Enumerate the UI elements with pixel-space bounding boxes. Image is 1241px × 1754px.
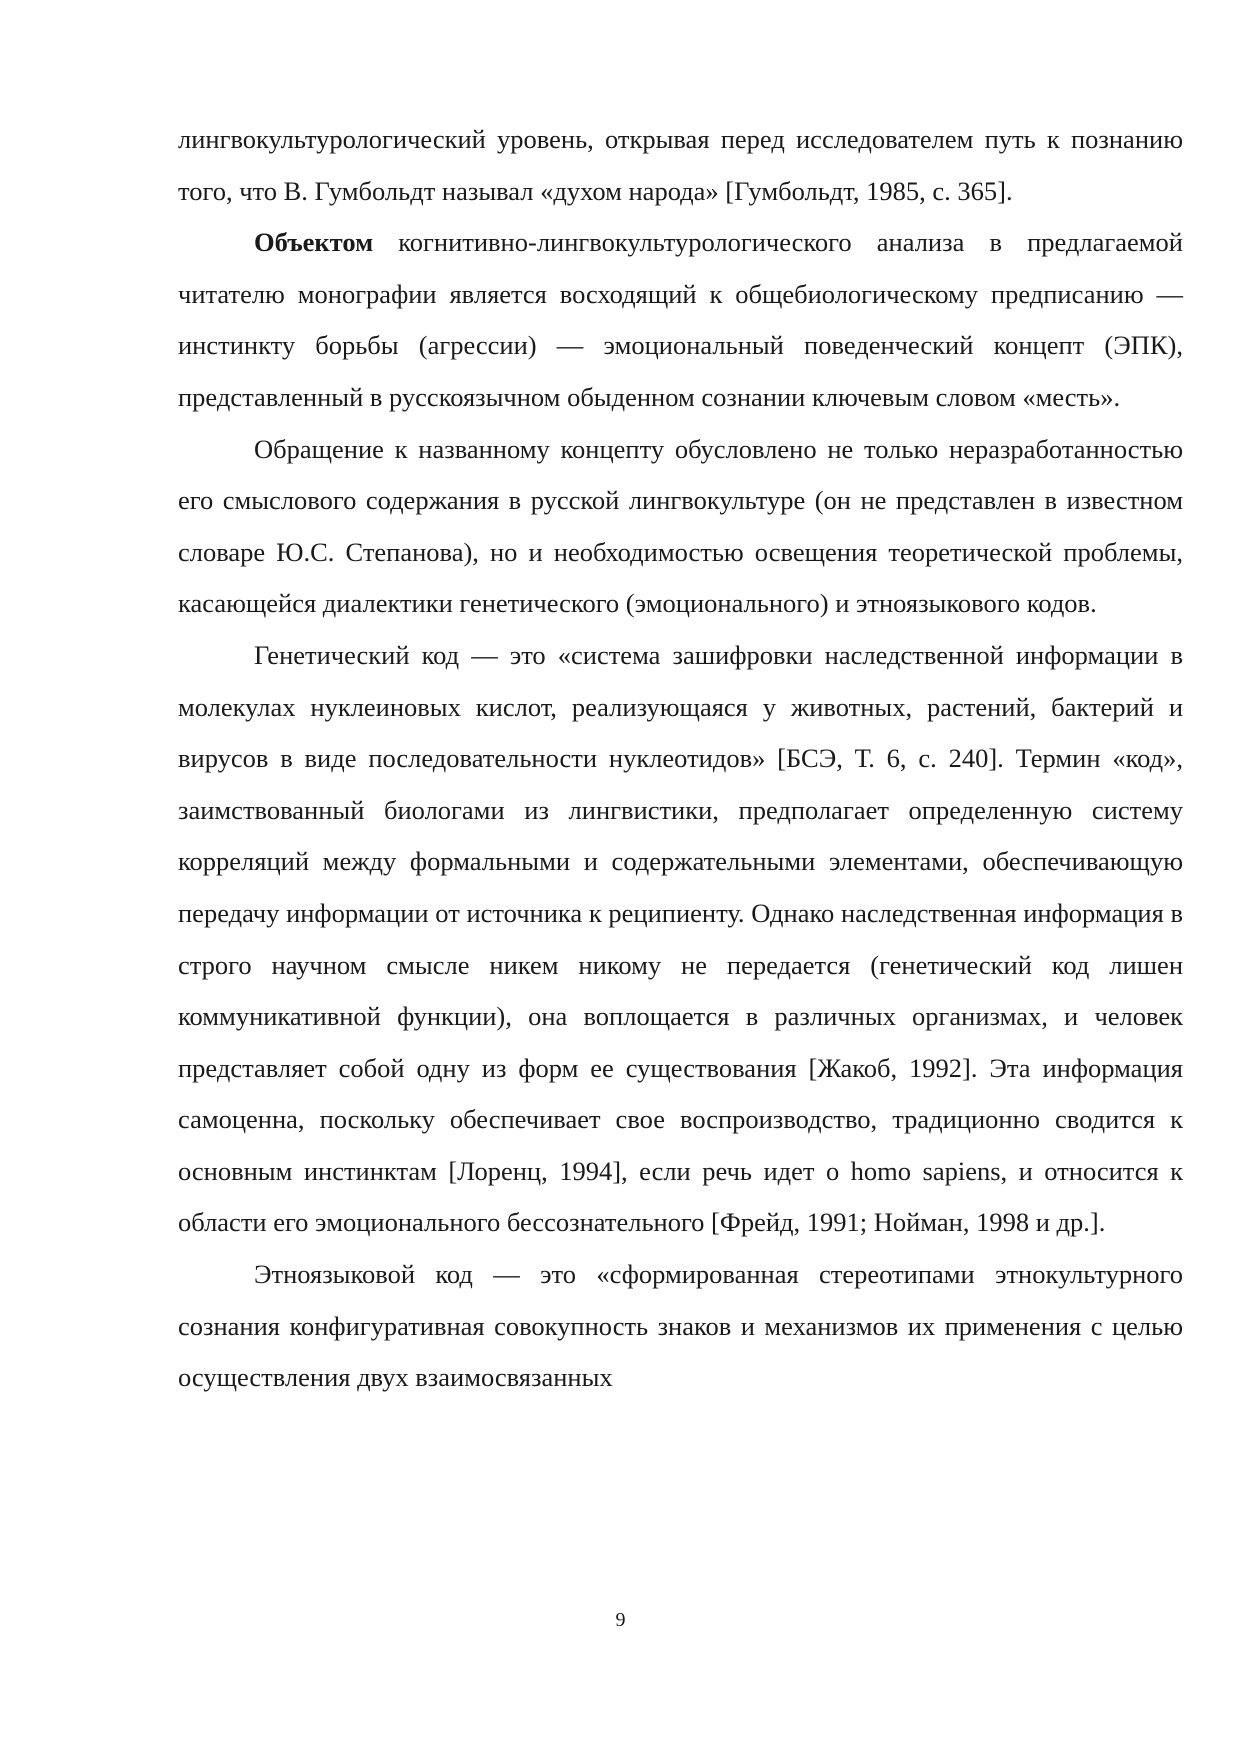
paragraph-1: лингвокультурологический уровень, открывая перед исследователем путь к познанию того, что В. Гумбольдт называл «духом народа» [Гумбольдт, 1985, с. 365]. (178, 124, 1183, 206)
paragraph-5: Этноязыковой код — это «сформированная стереотипами этнокультурного сознания конфигуративная совокупность знаков и механизмов их применения с целью осуществления двух взаимосвязанных (178, 1259, 1183, 1393)
object-term: Объектом (254, 227, 374, 258)
paragraph-2-text: когнитивно-лингвокультурологического анализа в предлагаемой читателю монографии является восходящий к общебиологическому предписанию — инстинкту борьбы (агрессии) — эмоциональный поведенческий концепт (ЭПК), представленный в русскоязычном обыденном сознании ключевым словом «месть». (178, 227, 1183, 412)
paragraph-3: Обращение к названному концепту обусловлено не только неразработанностью его смыслового содержания в русской лингвокультуре (он не представлен в известном словаре Ю.С. Степанова), но и необходимостью освещения теоретической проблемы, касающейся диалектики генетического (эмоционального) и этноязыкового кодов. (178, 433, 1183, 619)
document-body (178, 114, 1183, 1404)
paragraph-4: Генетический код — это «система зашифровки наследственной информации в молекулах нуклеиновых кислот, реализующаяся у животных, растений, бактерий и вирусов в виде последовательности нуклеотидов» [БСЭ, Т. 6, с. 240]. Термин «код», заимствованный биологами из лингвистики, предполагает определенную систему корреляций между формальными и содержательными элементами, обеспечивающую передачу информации от источника к реципиенту. Однако наследственная информация в строго научном смысле никем никому не передается (генетический код лишен коммуникативной функции), она воплощается в различных организмах, и человек представляет собой одну из форм ее существования [Жакоб, 1992]. Эта информация самоценна, поскольку обеспечивает свое воспроизводство, традиционно сводится к основным инстинктам [Лоренц, 1994], если речь идет о homo sapiens, и относится к области его эмоционального бессознательного [Фрейд, 1991; Нойман, 1998 и др.]. (178, 639, 1183, 1238)
page-number: 9 (615, 1609, 626, 1631)
paragraph-2 (178, 217, 1183, 423)
